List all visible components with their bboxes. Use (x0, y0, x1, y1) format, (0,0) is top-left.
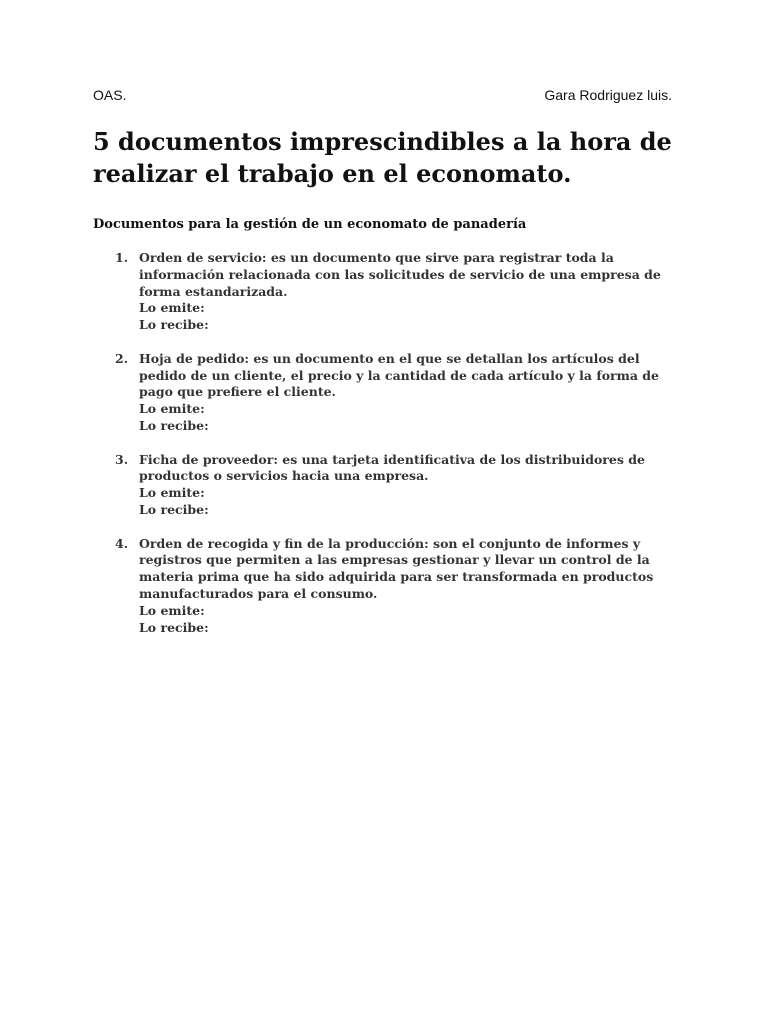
item-emite-label: Lo emite: (139, 485, 205, 501)
item-recibe-label: Lo recibe: (139, 501, 209, 517)
item-description: Ficha de proveedor: es una tarjeta identificativa de los distribuidores de productos o servicios hacia una empresa. (139, 451, 645, 484)
item-emite-label: Lo emite: (139, 300, 205, 316)
item-number: 1. (115, 250, 129, 265)
item-recibe-label: Lo recibe: (139, 619, 209, 635)
page-title: 5 documentos imprescindibles a la hora de realizar el trabajo en el economato. (93, 127, 672, 188)
section-subtitle: Documentos para la gestión de un economato de panadería (93, 217, 527, 232)
item-recibe-label: Lo recibe: (139, 317, 209, 333)
item-number: 2. (115, 350, 129, 366)
list-item (93, 351, 673, 435)
item-number: 4. (115, 535, 129, 551)
header-left-text: OAS. (93, 87, 127, 103)
item-number: 3. (115, 451, 129, 467)
item-description: Hoja de pedido: es un documento en el que se detallan los artículos del pedido de un cliente, el precio y la cantidad de cada artículo y la forma de pago que prefiere el cliente. (139, 350, 659, 400)
list-item (93, 536, 673, 637)
page-header (93, 87, 672, 103)
item-emite-label: Lo emite: (139, 401, 205, 417)
documents-list (93, 250, 673, 653)
header-author: Gara Rodriguez luis. (544, 87, 672, 103)
item-description: Orden de servicio: es un documento que sirve para registrar toda la información relacionada con las solicitudes de servicio de una empresa de forma estandarizada. (139, 250, 661, 299)
item-emite-label: Lo emite: (139, 602, 205, 618)
item-recibe-label: Lo recibe: (139, 417, 209, 433)
list-item (93, 452, 673, 519)
item-description: Orden de recogida y fin de la producción: son el conjunto de informes y registros que permiten a las empresas gestionar y llevar un control de la materia prima que ha sido adquirida para ser transformada en productos manufacturados para el consumo. (139, 535, 654, 601)
list-item (93, 250, 673, 334)
